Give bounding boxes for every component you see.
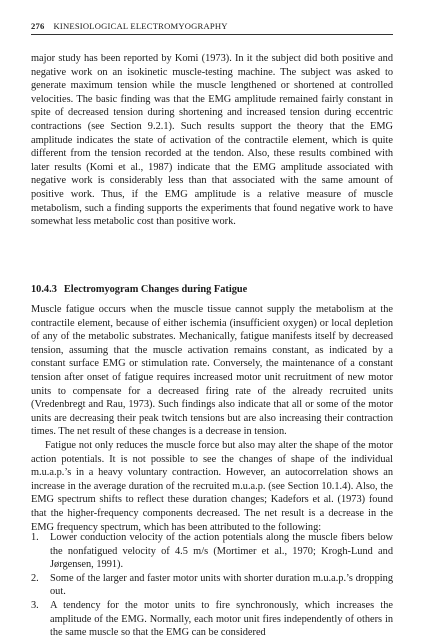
section-body [31, 303, 393, 534]
section-heading [31, 284, 393, 295]
page-number: 276 [31, 21, 45, 31]
numbered-list [31, 531, 393, 640]
list-item [31, 599, 393, 640]
list-item [31, 572, 393, 599]
section-title: Electromyogram Changes during Fatigue [63, 284, 248, 295]
list-marker: 2. [31, 572, 39, 584]
list-marker: 3. [31, 599, 39, 611]
body-paragraph-3: Fatigue not only reduces the muscle force but also may alter the shape of the motor action potentials. It is not possible to see the changes of shape of the individual m.u.a.p.’s in a heavy voluntary contraction. However, an autocorrelation shows an increase in the average duration of the recruited m.u.a.p. (see Section 10.1.4). Also, the EMG spectrum shifts to reflect these duration changes; Kadefors et al. (1973) found that the higher-frequency components decreased. The net result is a decrease in the EMG frequency spectrum, which has been attributed to the following: [31, 439, 393, 533]
list-item [31, 531, 393, 572]
header-rule [31, 34, 393, 35]
running-head-title: KINESIOLOGICAL ELECTROMYOGRAPHY [53, 21, 228, 31]
body-paragraph-1: major study has been reported by Komi (1973). In it the subject did both positive and negative work on an isokinetic muscle-testing machine. The subject was asked to generate maximum tension while the muscle lengthened or shortened at controlled velocities. The basic finding was that the EMG amplitude remained fairly constant in spite of decreased tension during shortening and increased tension during eccentric contractions (see Section 9.2.1). Such results support the theory that the EMG amplitude indicates the state of activation of the contractile element, which is quite different from the tension recorded at the tendon. Also, these results combined with later results (Komi et al., 1987) indicate that the EMG amplitude associated with negative work is considerably less than that associated with the same amount of positive work. Thus, if the EMG amplitude is a relative measure of muscle metabolism, such a finding supports the experiments that found negative work to have somewhat less metabolic cost than positive work. [31, 53, 393, 228]
list-item-text: Lower conduction velocity of the action potentials along the muscle fibers below the nonfatigued velocity of 4.5 m/s (Mortimer et al., 1970; Krogh-Lund and Jørgensen, 1991). [50, 532, 393, 571]
running-head [31, 21, 393, 31]
section-number: 10.4.3 [31, 284, 57, 295]
body-paragraph-2: Muscle fatigue occurs when the muscle tissue cannot supply the metabolism at the contractile element, because of either ischemia (insufficient oxygen) or local depletion of any of the metabolic substrates. Mechanically, fatigue manifests itself by decreased tension, assuming that the muscle activation remains constant, as indicated by a constant surface EMG or stimulation rate. Conversely, the maintenance of a constant tension after onset of fatigue requires increased motor unit recruitment of new motor units to compensate for a decreased firing rate of the already recruited units (Vredenbregt and Rau, 1973). Such findings also indicate that all or some of the motor units are decreasing their peak twitch tensions but are also increasing their contraction times. The net result of these changes is a decrease in tension. [31, 304, 393, 438]
list-marker: 1. [31, 532, 39, 543]
list-item-text: Some of the larger and faster motor units with shorter duration m.u.a.p.’s dropping out. [50, 572, 393, 598]
list-item-text: A tendency for the motor units to fire synchronously, which increases the amplitude of the EMG. Normally, each motor unit fires independently of others in the same muscle so that the EMG can be considered [50, 599, 393, 639]
